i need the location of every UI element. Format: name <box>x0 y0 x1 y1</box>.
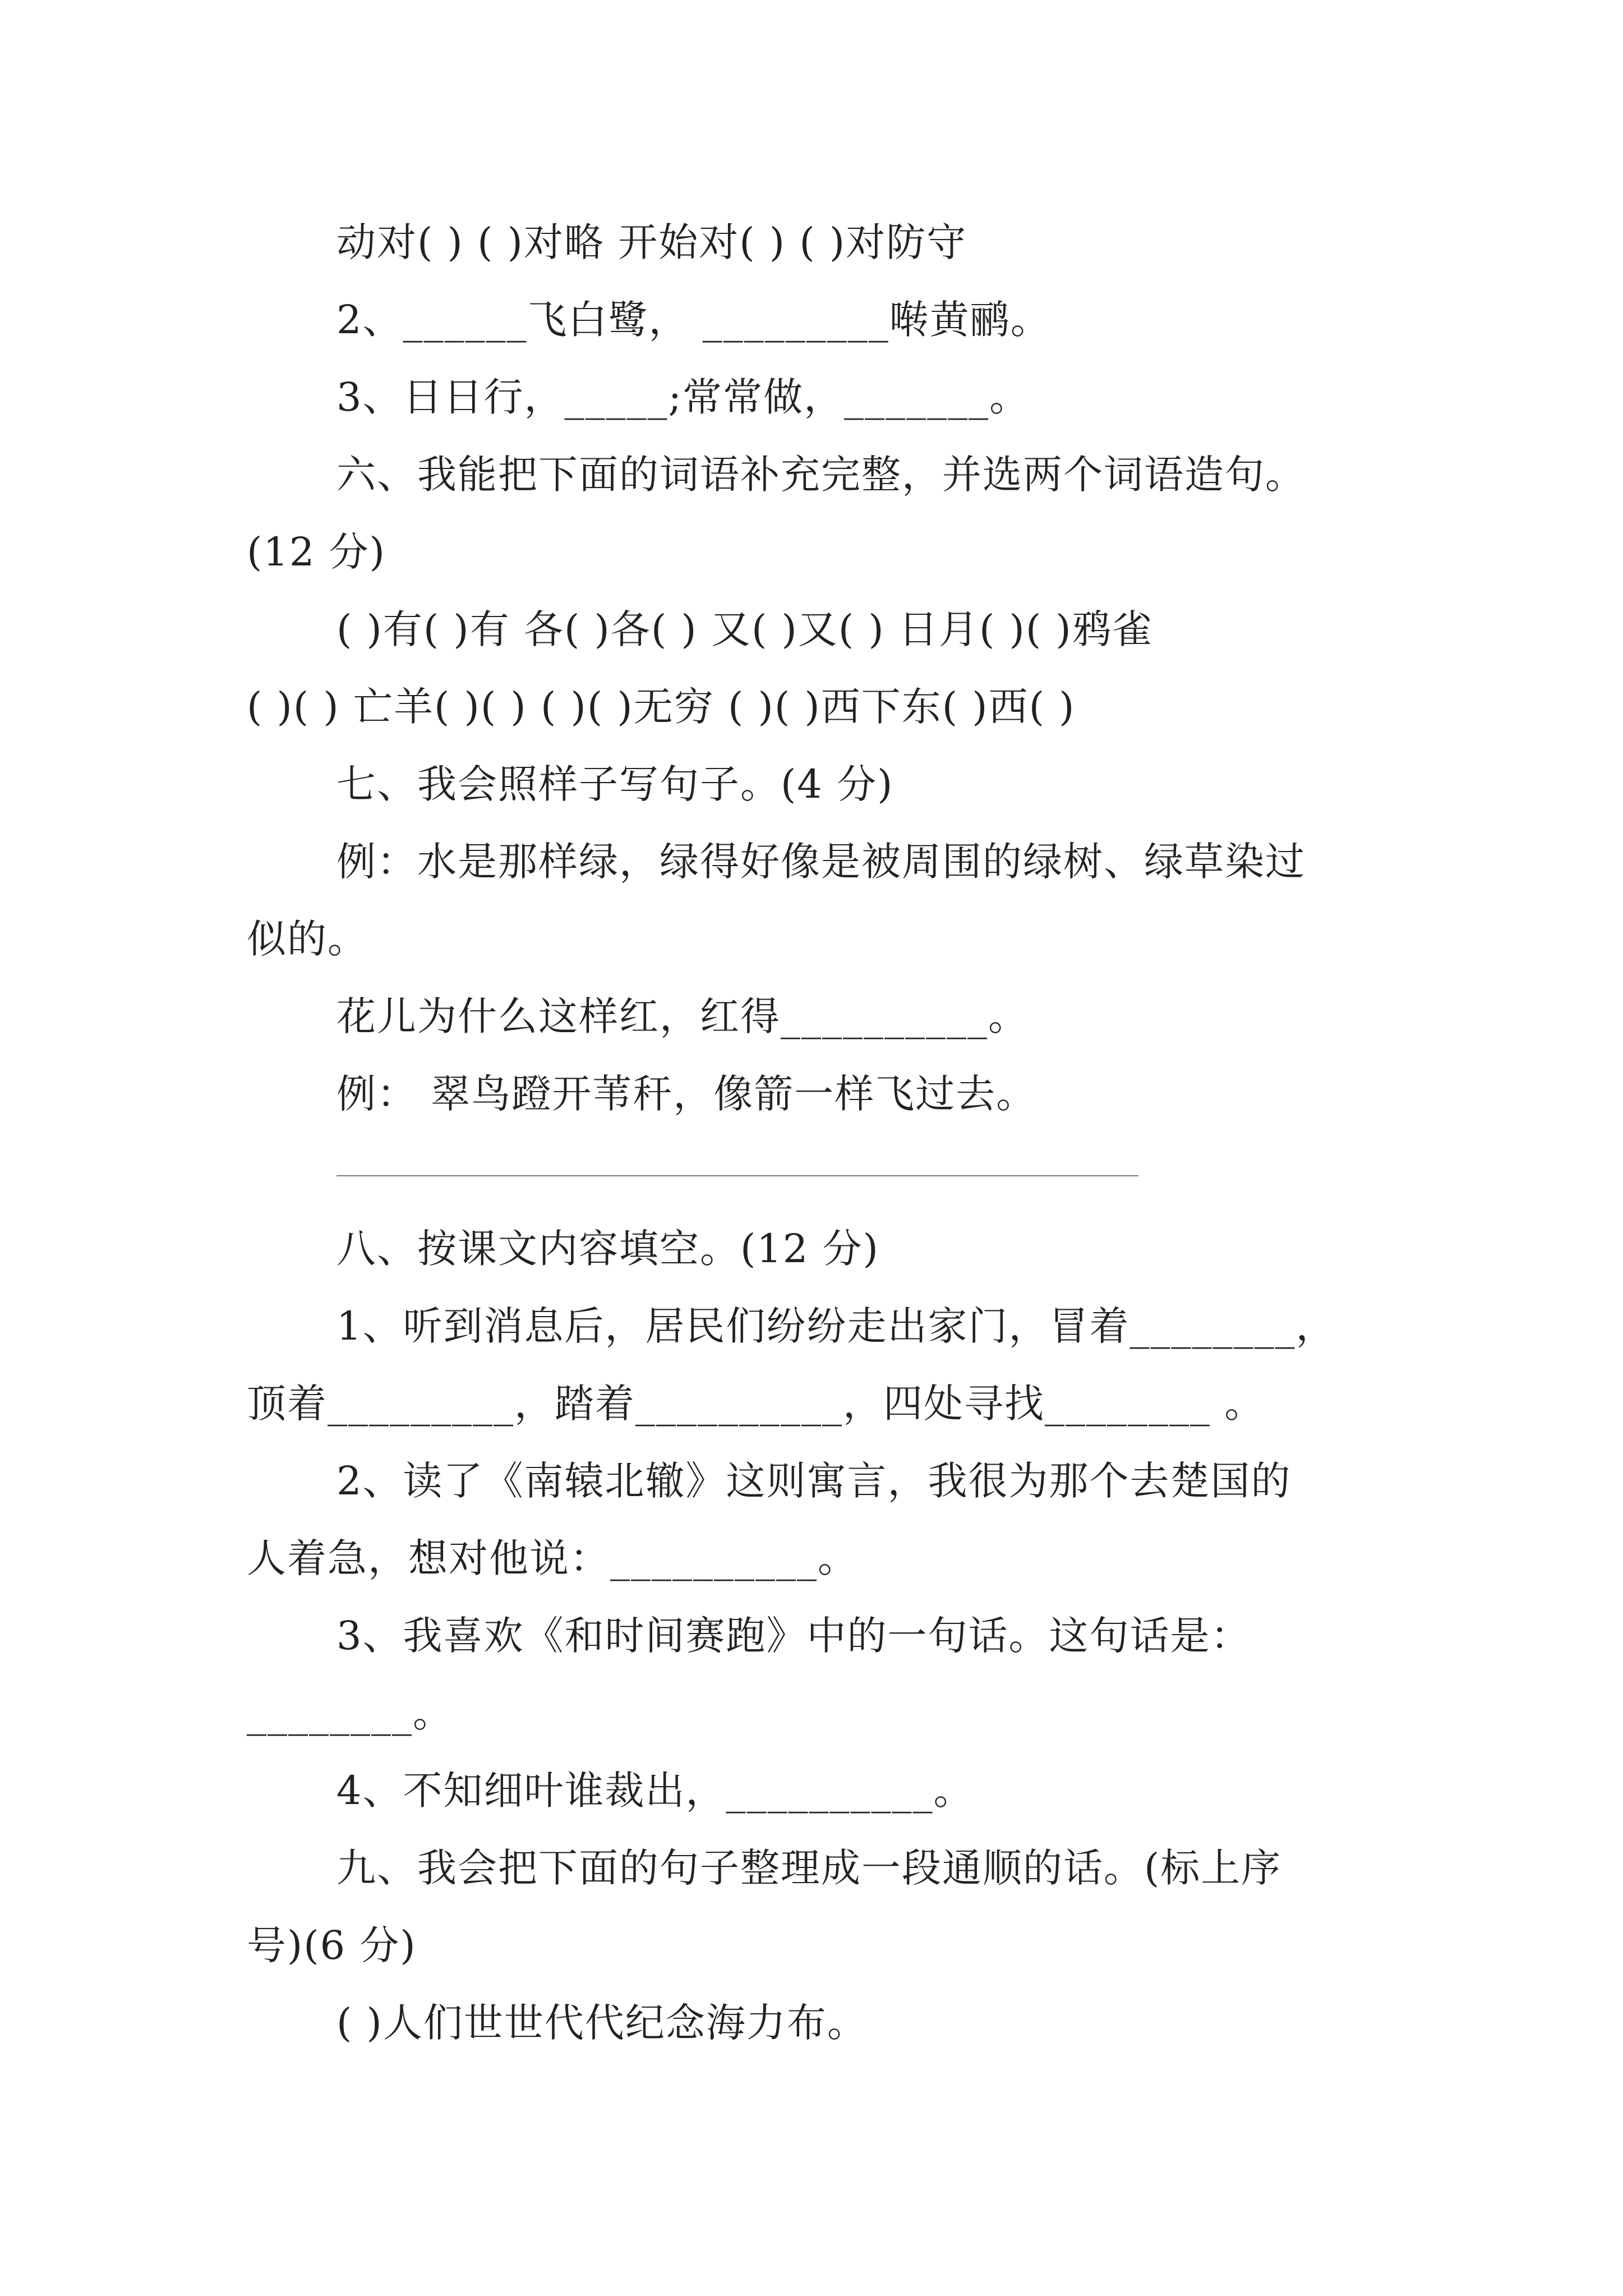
fill-item-2-line-1: 2、读了《南辕北辙》这则寓言，我很为那个去楚国的 <box>336 1458 1292 1504</box>
text-line-2: 2、______飞白鹭， _________啭黄鹂。 <box>336 297 1051 343</box>
fill-item-3-line-1: 3、我喜欢《和时间赛跑》中的一句话。这句话是： <box>336 1613 1251 1659</box>
example-one-line-1: 例：水是那样绿，绿得好像是被周围的绿树、绿草染过 <box>336 839 1306 885</box>
fill-item-1-line-2: 顶着_________，踏着__________，四处寻找________ 。 <box>247 1381 1265 1427</box>
answer-blank-line <box>336 1175 1138 1176</box>
section-seven-heading: 七、我会照样子写句子。(4 分) <box>336 761 894 807</box>
idiom-fill-line-2: ( )( ) 亡羊( )( ) ( )( )无穷 ( )( )西下东( )西( ) <box>247 684 1076 730</box>
section-eight-heading: 八、按课文内容填空。(12 分) <box>336 1226 879 1272</box>
section-nine-score: 号)(6 分) <box>247 1922 417 1968</box>
text-line-1: 动对( ) ( )对略 开始对( ) ( )对防守 <box>336 219 967 265</box>
text-line-3: 3、日日行，_____;常常做，_______。 <box>336 374 1030 420</box>
fill-item-2-line-2: 人着急，想对他说：__________。 <box>247 1535 858 1581</box>
idiom-fill-line-1: ( )有( )有 各( )各( ) 又( )又( ) 日月( )( )鸦雀 <box>336 606 1153 652</box>
ordering-sentence-1: ( )人们世世代代纪念海力布。 <box>336 2000 868 2046</box>
example-two: 例： 翠鸟蹬开苇秆，像箭一样飞过去。 <box>336 1071 1037 1117</box>
fill-item-3-line-2: ________。 <box>247 1690 453 1736</box>
fill-item-4: 4、不知细叶谁裁出，__________。 <box>336 1768 974 1814</box>
section-nine-heading: 九、我会把下面的句子整理成一段通顺的话。(标上序 <box>336 1845 1282 1891</box>
section-six-score: (12 分) <box>247 529 386 575</box>
fill-item-1-line-1: 1、听到消息后，居民们纷纷走出家门，冒着________， <box>336 1303 1336 1349</box>
example-one-line-2: 似的。 <box>247 916 368 962</box>
sentence-exercise-one: 花儿为什么这样红，红得__________。 <box>336 993 1029 1039</box>
section-six-heading: 六、我能把下面的词语补充完整，并选两个词语造句。 <box>336 452 1306 498</box>
